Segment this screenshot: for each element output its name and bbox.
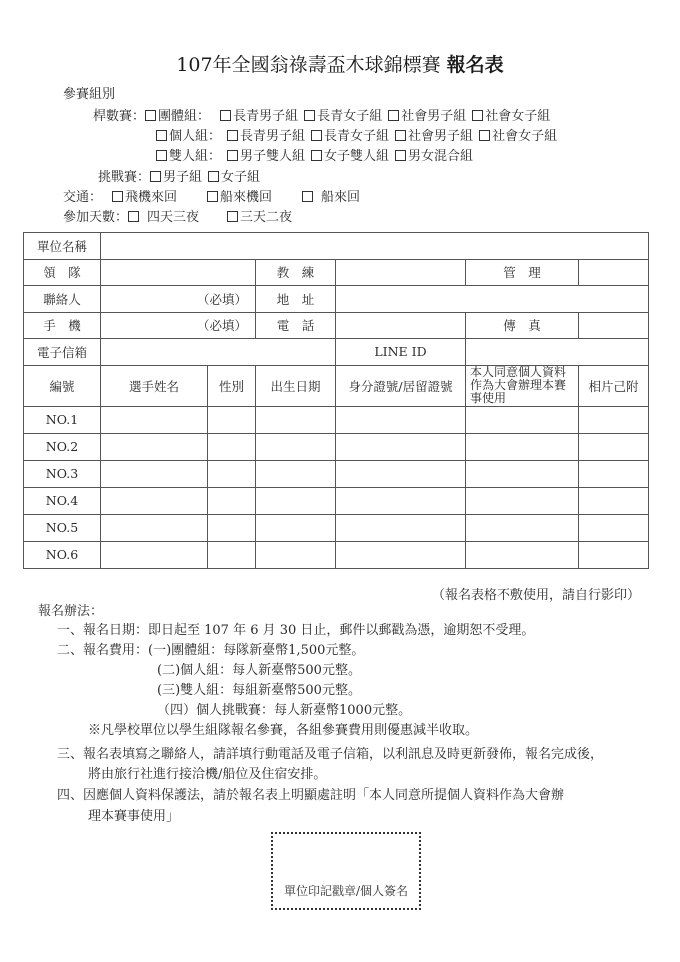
option-individual-1 bbox=[311, 129, 389, 144]
player-name-field[interactable] bbox=[101, 406, 208, 433]
days-row bbox=[63, 209, 298, 227]
doubles-checkbox[interactable] bbox=[156, 150, 167, 161]
option-transport-0 bbox=[112, 190, 177, 205]
player-photo-field[interactable] bbox=[579, 514, 649, 541]
player-number: NO.3 bbox=[24, 460, 101, 487]
contact-field[interactable] bbox=[101, 286, 256, 313]
checkbox[interactable] bbox=[207, 191, 218, 202]
title-main: 107年全國翁祿壽盃木球錦標賽 bbox=[176, 54, 441, 76]
player-row bbox=[24, 514, 649, 541]
player-photo-field[interactable] bbox=[579, 487, 649, 514]
option-label: 社會女子組 bbox=[485, 109, 551, 124]
page-title bbox=[0, 50, 680, 77]
player-row bbox=[24, 541, 649, 568]
contact-label: 聯絡人 bbox=[24, 286, 101, 313]
player-id-field[interactable] bbox=[336, 541, 466, 568]
option-label: 女子雙人組 bbox=[324, 149, 390, 164]
player-row bbox=[24, 487, 649, 514]
manager-field[interactable] bbox=[579, 259, 649, 286]
fee-individual: (二)個人組：每人新臺幣500元整。 bbox=[157, 663, 361, 678]
player-gender-field[interactable] bbox=[208, 460, 256, 487]
player-consent-field[interactable] bbox=[466, 541, 579, 568]
leader-field[interactable] bbox=[101, 259, 256, 286]
player-row bbox=[24, 433, 649, 460]
option-team-2 bbox=[388, 109, 466, 124]
checkbox[interactable] bbox=[128, 211, 139, 222]
player-photo-field[interactable] bbox=[579, 460, 649, 487]
rule-contact-line1: 三、報名表填寫之聯絡人，請詳填行動電話及電子信箱，以利訊息及時更新發佈，報名完成後， bbox=[57, 747, 604, 762]
player-id-field[interactable] bbox=[336, 406, 466, 433]
fees-label: 二、報名費用： bbox=[57, 643, 149, 658]
stroke-play-label: 桿數賽： bbox=[93, 109, 146, 124]
player-row bbox=[24, 406, 649, 433]
rule-privacy-line1: 四、因應個人資料保護法，請於報名表上明顯處註明「本人同意所提個人資料作為大會辦 bbox=[57, 788, 565, 803]
option-team-3 bbox=[472, 109, 550, 124]
option-label: 船來機回 bbox=[220, 190, 273, 205]
option-transport-1 bbox=[207, 190, 272, 205]
player-name-field[interactable] bbox=[101, 514, 208, 541]
option-individual-3 bbox=[479, 129, 557, 144]
unit-name-field[interactable] bbox=[101, 233, 649, 260]
challenge-label: 挑戰賽： bbox=[98, 170, 151, 185]
categories-heading: 參賽組別 bbox=[63, 87, 116, 102]
transport-label: 交通： bbox=[63, 190, 103, 205]
option-label: 長青女子組 bbox=[317, 109, 383, 124]
checkbox[interactable] bbox=[479, 130, 490, 141]
email-row bbox=[24, 339, 649, 366]
unit-name-label: 單位名稱 bbox=[24, 233, 101, 260]
checkbox[interactable] bbox=[388, 110, 399, 121]
mobile-row bbox=[24, 312, 649, 339]
required-note: （必填） bbox=[196, 291, 247, 307]
header-photo: 相片己附 bbox=[579, 365, 649, 406]
player-id-field[interactable] bbox=[336, 460, 466, 487]
option-label: 三天二夜 bbox=[240, 210, 293, 225]
days-label: 參加天數： bbox=[63, 210, 129, 225]
address-field[interactable] bbox=[336, 286, 649, 313]
checkbox[interactable] bbox=[311, 130, 322, 141]
option-days-0 bbox=[128, 210, 199, 225]
required-note: （必填） bbox=[196, 318, 247, 334]
individual-label: 個人組： bbox=[169, 129, 222, 144]
team-label: 團體組： bbox=[158, 109, 211, 124]
player-birthdate-field[interactable] bbox=[256, 433, 336, 460]
player-name-field[interactable] bbox=[101, 460, 208, 487]
doubles-label: 雙人組： bbox=[169, 149, 222, 164]
checkbox[interactable] bbox=[304, 110, 315, 121]
option-label: 男女混合組 bbox=[408, 149, 474, 164]
checkbox[interactable] bbox=[227, 130, 238, 141]
option-doubles-1 bbox=[311, 149, 389, 164]
option-label: 社會男子組 bbox=[401, 109, 467, 124]
header-consent: 本人同意個人資料作為大會辦理本賽事使用 bbox=[466, 365, 579, 406]
option-label: 男子雙人組 bbox=[240, 149, 306, 164]
option-label: 飛機來回 bbox=[125, 190, 178, 205]
manager-label-cell bbox=[466, 259, 579, 286]
option-challenge-1 bbox=[208, 170, 260, 185]
checkbox[interactable] bbox=[395, 150, 406, 161]
stamp-label: 單位印記戳章/個人簽名 bbox=[283, 884, 409, 898]
stamp-signature-box[interactable] bbox=[271, 832, 421, 910]
header-birthdate: 出生日期 bbox=[256, 365, 336, 406]
phone-field[interactable] bbox=[336, 312, 466, 339]
checkbox[interactable] bbox=[150, 171, 161, 182]
player-gender-field[interactable] bbox=[208, 514, 256, 541]
player-gender-field[interactable] bbox=[208, 433, 256, 460]
checkbox[interactable] bbox=[227, 150, 238, 161]
address-label: 地 址 bbox=[256, 286, 336, 313]
player-row bbox=[24, 460, 649, 487]
player-gender-field[interactable] bbox=[208, 541, 256, 568]
option-challenge-0 bbox=[150, 170, 202, 185]
team-checkbox[interactable] bbox=[145, 110, 156, 121]
player-gender-field[interactable] bbox=[208, 406, 256, 433]
rule-fees bbox=[57, 639, 364, 658]
fax-label: 傳 真 bbox=[466, 312, 579, 339]
player-consent-field[interactable] bbox=[466, 433, 579, 460]
individual-checkbox[interactable] bbox=[156, 130, 167, 141]
player-name-field[interactable] bbox=[101, 541, 208, 568]
checkbox[interactable] bbox=[220, 110, 231, 121]
checkbox[interactable] bbox=[472, 110, 483, 121]
player-birthdate-field[interactable] bbox=[256, 514, 336, 541]
option-label: 社會男子組 bbox=[408, 129, 474, 144]
contact-row bbox=[24, 286, 649, 313]
phone-label: 電 話 bbox=[256, 312, 336, 339]
mobile-label: 手 機 bbox=[24, 312, 101, 339]
fax-field[interactable] bbox=[579, 312, 649, 339]
header-number: 編號 bbox=[24, 365, 101, 406]
player-photo-field[interactable] bbox=[579, 406, 649, 433]
email-field[interactable] bbox=[101, 339, 336, 366]
checkbox[interactable] bbox=[112, 191, 123, 202]
player-consent-field[interactable] bbox=[466, 487, 579, 514]
fee-challenge: （四）個人挑戰賽：每人新臺幣1000元整。 bbox=[157, 703, 412, 718]
fee-doubles: (三)雙人組：每組新臺幣500元整。 bbox=[157, 683, 361, 698]
player-consent-field[interactable] bbox=[466, 460, 579, 487]
header-id-number: 身分證號/居留證號 bbox=[336, 365, 466, 406]
player-header-row bbox=[24, 365, 649, 406]
unit-name-row bbox=[24, 233, 649, 260]
manager-label: 管 理 bbox=[503, 265, 541, 281]
checkbox[interactable] bbox=[208, 171, 219, 182]
stroke-individual-row bbox=[156, 128, 563, 146]
fee-team: (一)團體組：每隊新臺幣1,500元整。 bbox=[148, 643, 365, 658]
player-consent-field[interactable] bbox=[466, 514, 579, 541]
player-number: NO.6 bbox=[24, 541, 101, 568]
header-name: 選手姓名 bbox=[101, 365, 208, 406]
player-id-field[interactable] bbox=[336, 514, 466, 541]
rule-contact-line2: 將由旅行社進行接洽機/船位及住宿安排。 bbox=[88, 767, 327, 782]
copy-note: （報名表格不敷使用，請自行影印） bbox=[431, 588, 640, 603]
option-days-1 bbox=[227, 210, 292, 225]
player-id-field[interactable] bbox=[336, 433, 466, 460]
stroke-team-row bbox=[93, 108, 556, 126]
option-individual-2 bbox=[395, 129, 473, 144]
player-photo-field[interactable] bbox=[579, 541, 649, 568]
option-label: 女子組 bbox=[221, 170, 261, 185]
option-transport-2 bbox=[302, 190, 360, 205]
leader-row bbox=[24, 259, 649, 286]
option-team-0 bbox=[220, 109, 298, 124]
player-number: NO.2 bbox=[24, 433, 101, 460]
option-label: 社會女子組 bbox=[492, 129, 558, 144]
line-id-field[interactable] bbox=[466, 339, 649, 366]
option-label: 長青女子組 bbox=[324, 129, 390, 144]
player-id-field[interactable] bbox=[336, 487, 466, 514]
checkbox[interactable] bbox=[227, 211, 238, 222]
player-photo-field[interactable] bbox=[579, 433, 649, 460]
checkbox[interactable] bbox=[395, 130, 406, 141]
player-number: NO.5 bbox=[24, 514, 101, 541]
title-suffix: 報名表 bbox=[446, 54, 504, 76]
option-label: 男子組 bbox=[163, 170, 203, 185]
rule-discount: ※凡學校單位以學生組隊報名參賽，各組參賽費用則優惠減半收取。 bbox=[88, 723, 479, 738]
coach-field[interactable] bbox=[336, 259, 466, 286]
option-label: 船來回 bbox=[321, 190, 361, 205]
option-doubles-0 bbox=[227, 149, 305, 164]
player-birthdate-field[interactable] bbox=[256, 460, 336, 487]
checkbox[interactable] bbox=[311, 150, 322, 161]
header-gender: 性別 bbox=[208, 365, 256, 406]
leader-label: 領 隊 bbox=[24, 259, 101, 286]
player-name-field[interactable] bbox=[101, 487, 208, 514]
player-gender-field[interactable] bbox=[208, 487, 256, 514]
option-label: 長青男子組 bbox=[240, 129, 306, 144]
player-consent-field[interactable] bbox=[466, 406, 579, 433]
line-id-label: LINE ID bbox=[336, 339, 466, 366]
player-name-field[interactable] bbox=[101, 433, 208, 460]
option-individual-0 bbox=[227, 129, 305, 144]
checkbox[interactable] bbox=[302, 191, 313, 202]
option-team-1 bbox=[304, 109, 382, 124]
registration-table bbox=[23, 232, 649, 569]
player-number: NO.4 bbox=[24, 487, 101, 514]
mobile-field[interactable] bbox=[101, 312, 256, 339]
option-label: 長青男子組 bbox=[233, 109, 299, 124]
player-birthdate-field[interactable] bbox=[256, 406, 336, 433]
stroke-doubles-row bbox=[156, 148, 479, 166]
option-doubles-2 bbox=[395, 149, 473, 164]
option-label: 四天三夜 bbox=[147, 210, 200, 225]
transport-row bbox=[63, 189, 366, 207]
coach-label: 教 練 bbox=[256, 259, 336, 286]
rules-heading: 報名辦法： bbox=[38, 604, 104, 619]
challenge-row bbox=[98, 169, 266, 187]
player-birthdate-field[interactable] bbox=[256, 487, 336, 514]
player-birthdate-field[interactable] bbox=[256, 541, 336, 568]
rule-registration-date: 一、報名日期：即日起至 107 年 6 月 30 日止，郵件以郵戳為憑，逾期恕不受理。 bbox=[57, 623, 535, 638]
email-label: 電子信箱 bbox=[24, 339, 101, 366]
rule-privacy-line2: 理本賽事使用」 bbox=[88, 809, 180, 824]
player-number: NO.1 bbox=[24, 406, 101, 433]
